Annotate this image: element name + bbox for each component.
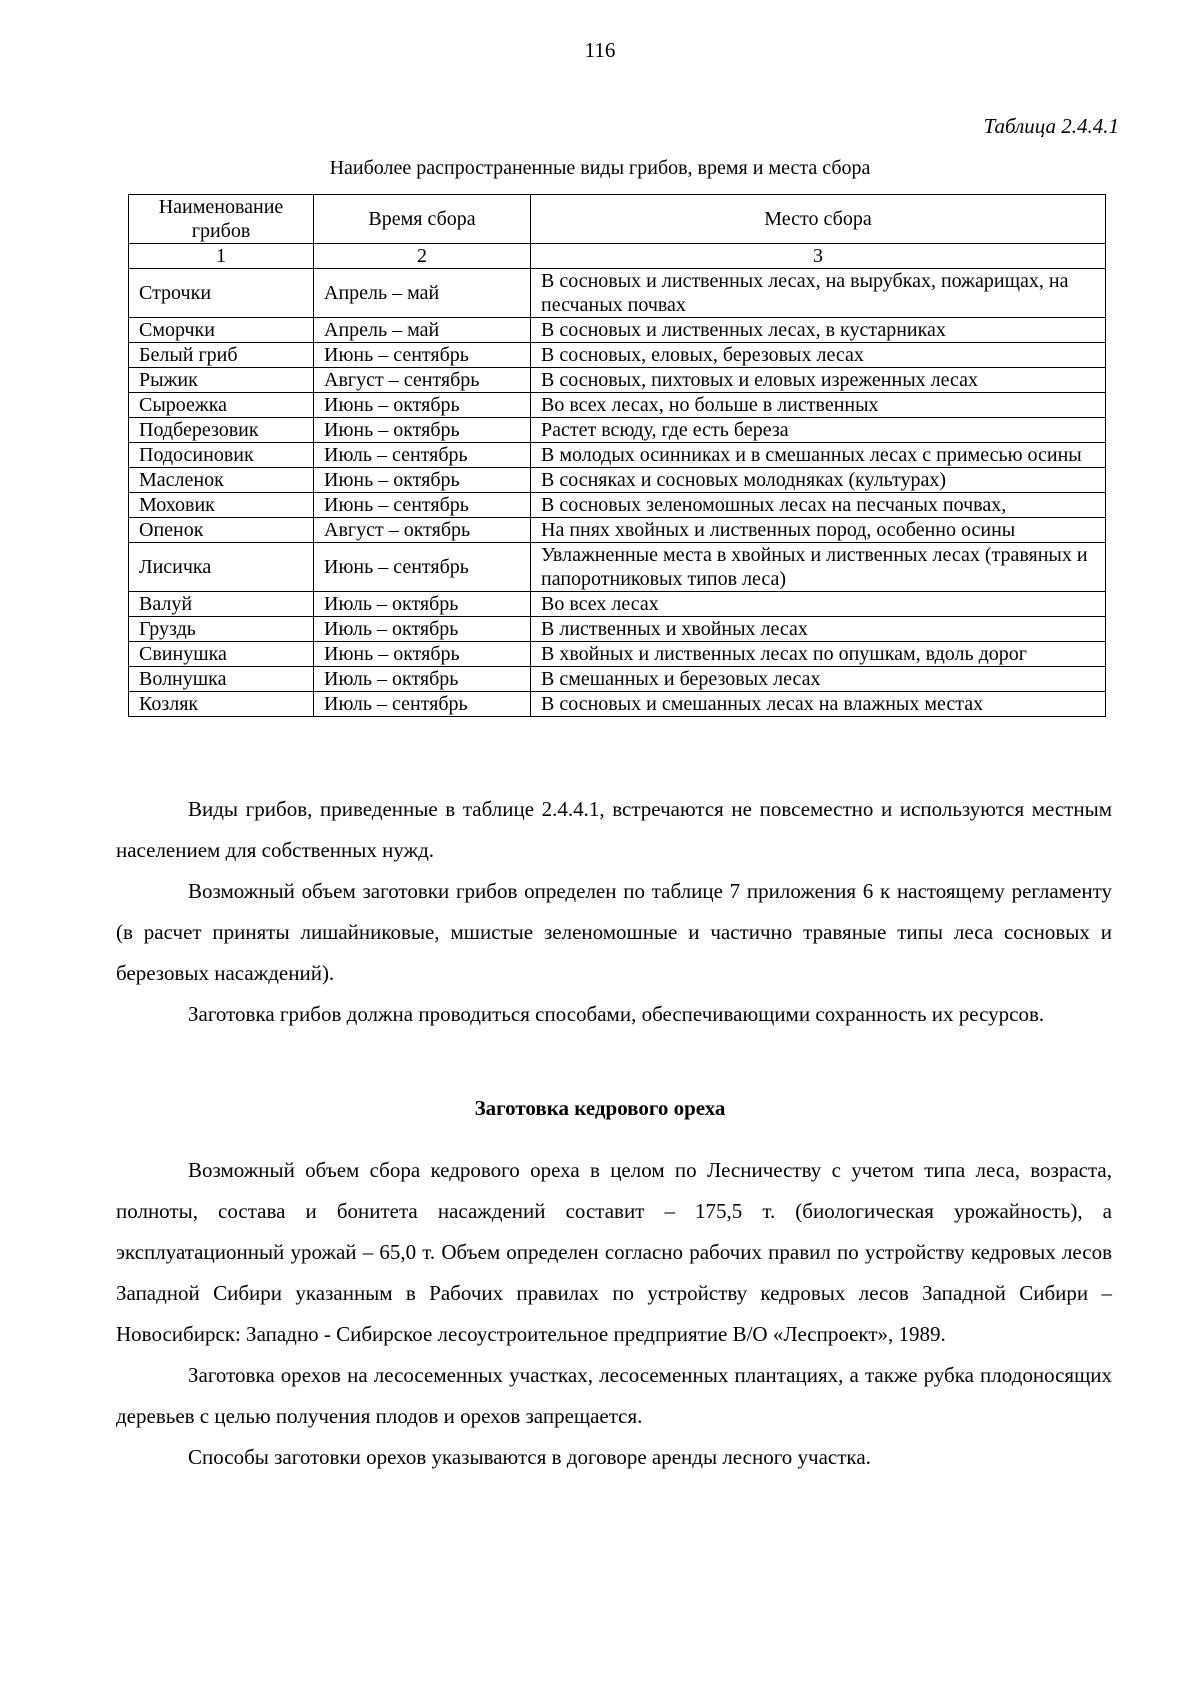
cell-collection-time: Июль – октябрь — [314, 667, 531, 692]
cell-mushroom-name: Груздь — [129, 617, 314, 642]
header-name: Наименование грибов — [129, 195, 314, 244]
cell-collection-time: Август – сентябрь — [314, 368, 531, 393]
cell-collection-place: Растет всюду, где есть береза — [531, 418, 1106, 443]
column-number: 3 — [531, 244, 1106, 269]
column-number-row — [129, 244, 1106, 269]
cell-collection-time: Июнь – октябрь — [314, 418, 531, 443]
cell-collection-time: Апрель – май — [314, 269, 531, 318]
cell-collection-place: В сосновых и лиственных лесах, в кустарниках — [531, 318, 1106, 343]
paragraph: Возможный объем сбора кедрового ореха в целом по Лесничеству с учетом типа леса, возраста, полноты, состава и бонитета насаждений составит – 175,5 т. (биологическая урожайность), а эксплуатационный урожай – 65,0 т. Объем определен согласно рабочих правил по устройству кедровых лесов Западной Сибири указанным в Рабочих правилах по устройству кедровых лесов Западной Сибири – Новосибирск: Западно - Сибирское лесоустроительное предприятие В/О «Леспроект», 1989. — [116, 1158, 1112, 1346]
section-heading: Заготовка кедрового ореха — [474, 1096, 726, 1120]
table-row — [129, 443, 1106, 468]
table-row — [129, 468, 1106, 493]
table-row — [129, 393, 1106, 418]
table-body — [129, 269, 1106, 717]
cell-mushroom-name: Моховик — [129, 493, 314, 518]
cell-collection-time: Июль – октябрь — [314, 592, 531, 617]
cell-mushroom-name: Подосиновик — [129, 443, 314, 468]
table-row — [129, 318, 1106, 343]
table-row — [129, 518, 1106, 543]
cell-collection-place: В сосновых, еловых, березовых лесах — [531, 343, 1106, 368]
table-header-row — [129, 195, 1106, 244]
page-number: 116 — [584, 38, 616, 62]
mushroom-table — [128, 194, 1106, 717]
table-row — [129, 617, 1106, 642]
cell-mushroom-name: Козляк — [129, 692, 314, 717]
cell-collection-place: Во всех лесах, но больше в лиственных — [531, 393, 1106, 418]
cell-mushroom-name: Белый гриб — [129, 343, 314, 368]
cell-mushroom-name: Масленок — [129, 468, 314, 493]
cell-collection-time: Июнь – октябрь — [314, 642, 531, 667]
cell-collection-place: В молодых осинниках и в смешанных лесах с примесью осины — [531, 443, 1106, 468]
cell-collection-time: Июнь – сентябрь — [314, 543, 531, 592]
cell-collection-place: Во всех лесах — [531, 592, 1106, 617]
header-place: Место сбора — [531, 195, 1106, 244]
table-row — [129, 269, 1106, 318]
cell-mushroom-name: Свинушка — [129, 642, 314, 667]
cell-collection-time: Июнь – октябрь — [314, 393, 531, 418]
cell-collection-place: В сосновых, пихтовых и еловых изреженных лесах — [531, 368, 1106, 393]
table-row — [129, 667, 1106, 692]
cell-mushroom-name: Сыроежка — [129, 393, 314, 418]
cell-collection-time: Июнь – октябрь — [314, 468, 531, 493]
cell-collection-time: Июнь – сентябрь — [314, 343, 531, 368]
cell-collection-time: Июль – сентябрь — [314, 443, 531, 468]
paragraph: Способы заготовки орехов указываются в договоре аренды лесного участка. — [188, 1445, 871, 1469]
cell-mushroom-name: Строчки — [129, 269, 314, 318]
table-row — [129, 343, 1106, 368]
table-row — [129, 418, 1106, 443]
cell-collection-place: В сосновых и смешанных лесах на влажных местах — [531, 692, 1106, 717]
table-row — [129, 692, 1106, 717]
column-number: 2 — [314, 244, 531, 269]
cell-mushroom-name: Волнушка — [129, 667, 314, 692]
cell-collection-place: В смешанных и березовых лесах — [531, 667, 1106, 692]
text-block-top — [116, 789, 1112, 1035]
text-block-bottom — [116, 1150, 1112, 1478]
paragraph: Возможный объем заготовки грибов определен по таблице 7 приложения 6 к настоящему регламенту (в расчет приняты лишайниковые, мшистые зеленомошные и частично травяные типы леса сосновых и березовых насаждений). — [116, 879, 1112, 985]
cell-collection-time: Июнь – сентябрь — [314, 493, 531, 518]
paragraph: Виды грибов, приведенные в таблице 2.4.4.1, встречаются не повсеместно и используются местным населением для собственных нужд. — [116, 797, 1112, 862]
table-row — [129, 543, 1106, 592]
cell-collection-time: Август – октябрь — [314, 518, 531, 543]
paragraph: Заготовка орехов на лесосеменных участках, лесосеменных плантациях, а также рубка плодоносящих деревьев с целью получения плодов и орехов запрещается. — [116, 1363, 1112, 1428]
cell-collection-place: В сосновых зеленомошных лесах на песчаных почвах, — [531, 493, 1106, 518]
table-label: Таблица 2.4.4.1 — [983, 114, 1119, 138]
table-row — [129, 493, 1106, 518]
column-number: 1 — [129, 244, 314, 269]
table-caption: Наиболее распространенные виды грибов, время и места сбора — [329, 157, 871, 179]
cell-collection-time: Июль – сентябрь — [314, 692, 531, 717]
cell-collection-place: В лиственных и хвойных лесах — [531, 617, 1106, 642]
table-row — [129, 642, 1106, 667]
cell-collection-place: На пнях хвойных и лиственных пород, особенно осины — [531, 518, 1106, 543]
cell-mushroom-name: Подберезовик — [129, 418, 314, 443]
table-row — [129, 592, 1106, 617]
cell-collection-place: В сосняках и сосновых молодняках (культурах) — [531, 468, 1106, 493]
cell-collection-time: Апрель – май — [314, 318, 531, 343]
table-row — [129, 368, 1106, 393]
header-time: Время сбора — [314, 195, 531, 244]
cell-mushroom-name: Опенок — [129, 518, 314, 543]
cell-collection-place: Увлажненные места в хвойных и лиственных лесах (травяных и папоротниковых типов леса) — [531, 543, 1106, 592]
paragraph: Заготовка грибов должна проводиться способами, обеспечивающими сохранность их ресурсов. — [188, 1002, 1045, 1026]
cell-mushroom-name: Рыжик — [129, 368, 314, 393]
cell-mushroom-name: Сморчки — [129, 318, 314, 343]
cell-collection-place: В сосновых и лиственных лесах, на вырубках, пожарищах, на песчаных почвах — [531, 269, 1106, 318]
cell-mushroom-name: Лисичка — [129, 543, 314, 592]
cell-collection-place: В хвойных и лиственных лесах по опушкам, вдоль дорог — [531, 642, 1106, 667]
cell-mushroom-name: Валуй — [129, 592, 314, 617]
cell-collection-time: Июль – октябрь — [314, 617, 531, 642]
